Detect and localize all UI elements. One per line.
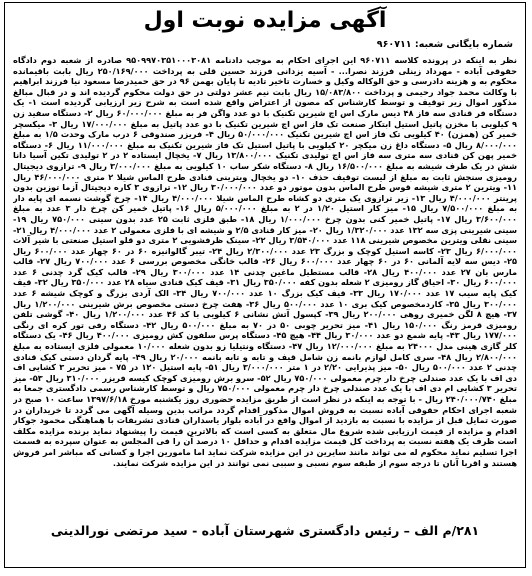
auction-notice <box>4 2 526 568</box>
signature-text: رئیس دادگستری شهرستان آباده - سید مرتضی نورالدینی <box>50 523 400 538</box>
notice-title: آگهی مزایده نوبت اول <box>143 8 387 33</box>
notice-body: نظر به اینکه در پرونده کلاسه ۹۶۰۷۱۱ این اجرای احکام به موجب دادنامه ۹۵۰۹۹۷۰۳۵۱۰۰۰۳۰۸۱ صادره از شعبه دوم دادگاه حقوقی آباده - مهرداد زینلی فرزند نصرا... - آسیه یزدانی فرزند حسین قلی به پرداخت ۲۵۰/۱۶۹/۰۰۰ ریال بابت باقیمانده محکوم به و هزینه دادرسی و حق الوکاله وکیل و خسارت تاخیر تادیه تا پایان بهمن ۹۶ در حق حمیدرضا مسعود نیا فرزند ابراهیم با وکالت محمد جواد رحیمی و پرداخت ۱۵/۰۸۳/۸۰۰ ریال بابت نیم عشر دولتی در حق دولت محکوم گردیده اند و در قبال مبالغ مذکور اموال زیر توقیف و توسط کارشناس که مصون از اعتراض واقع شده است به شرح زیر ارزیابی گردیده است ۱- یک دستگاه فر قنادی سه فاز ۴۸ دیس مارک اس اچ شیرین تکنیک با دو عدد واگن فر به مبلغ ۶۰/۰۰۰/۰۰۰ ریال ۲- دستگاه سفید زن ۹ کیلویی با مخزن پاتیل استیل ابتکار صنعت تک فاز اس اچ شیرین تکنیک با دو عدد پاتیل به مبلغ ۱۷/۰۰۰/۰۰۰ ریال ۳- میکسچر خمیر کن (همزن) ۴۰ کیلویی تک فاز اس اچ شیرین تکنیک ۵۰/۰۰۰/۰۰۰ ریال ۴- فریزر صندوقی ۶ درب مارک وحدت ۱/۵ به مبلغ ۸/۰۰۰/۰۰۰ ریال ۵- دستگاه داغ زن میکچر ۲۰ کیلویی با پاتیل استیل تک فاز شیرین تکنیک به مبلغ ۱۱/۰۰۰/۰۰۰ ریال ۶- دستگاه خمیر پهن کن قنادی سه متری سه فاز اس اچ تولیدی تکنیک ۱۳/۸۰۰/۰۰۰ ریال ۷- یخچال ایستاده ۲ در ۲ تولیدی تکین آسیا دانا شش در یک طرف شیشه به مبلغ ۱۶/۵۰۰/۰۰۰ ریال ۸- دستگاه شکر ساب ۱۰ کیلویی به مبلغ ۳/۰۰۰/۰۰۰ ریال ۹- ترازوی دیجیتال رومیزی سنجش ثابت به مبلغ از لیست توقیف حذف ۱۰- دو یخچال ویترینی قنادی طرح الماس شیلا ۲ متری ۴۶/۰۰۰/۰۰۰ ریال ۱۱- ویترین ۲ متری شیشه قوس طرح الماس بدون موتور دو عدد ۳۰/۰۰۰/۰۰۰ ریال ۱۲- ترازوی ۳ کاره دیجیتال آزما توزین بدون پرینتر ۴/۰۰۰/۰۰۰ ریال ۱۳- زیر ترازوی یک متری دو کشاه طرح الماس شیلا ۴/۰۰۰/۰۰۰ ریال ۱۴- چرخ گوشت نسمه ای پایه دار به مبلغ ۷/۵۰۰/۰۰۰ ریال ۱۵- میز کار استیل ۱/۲۰ در ۲ به مبلغ ۵/۰۰۰/۰۰۰ ریال ۱۶- پاتیل خمیر کن چرخ دار ۳ عدد به مبلغ ۳/۶۰۰/۰۰۰ ریال ۱۷- پاتیل خمیر کنی بدون چرخ ۱/۰۰۰/۰۰۰ ریال ۱۸- طبق فلزی ثابت ۲۵ عدد بدون سینی ۷۵۰/۰۰۰ ریال ۱۹- سینی شیرینی پزی سه ۱۳۲ عدد ۱/۳۲۰/۰۰۰ ریال ۲۰- میز کار قنادی ۲/۵ و شیشه ای با فلزی معمولی ۲ عدد ۴/۰۰۰/۰۰۰ ریال ۲۱- سینی نقلی ویترین مخصوص شیرینی ۱۱۸ عدد ۳/۵۴۰/۰۰۰ ریال ۲۲- سینک ظرفشویی ۲ متری دو قلو استیل صنعتی با شیر آلات ۶/۰۰۰/۰۰۰ ریال ۲۳- کاسه استیل کوچک و بزرگ ۲۳ عدد ۲/۳۰۰/۰۰۰ ریال ۲۴- تیبر گالوانیزه ۶۰ در ۶۰ چهار عدد ۶۰۰/۰۰۰ ریال ۲۵- دیس سه لایه آلمانی ۶۰ در ۶۰ چهار عدد ۶۰۰/۰۰۰ ریال ۲۶- قالب خانگی مخصوص بررسی ۶ عدد ۷۰۰/۰۰۰ ریال ۲۷- قالب مارس بان ۲۷ عدد ۴۰۰/۰۰۰ ریال ۲۸- قالب مستطیل ماغین چدنی ۱۴ عدد ۳۰۰/۰۰۰ ریال ۲۹- قالب کیک گرد چدنی ۶ عدد ۶۰۰/۰۰۰ ریال ۳۰- احیاق گاز رومیزی ۲ شعله بدون کفه ۳۵۰/۰۰۰ ریال ۳۱- قیف کیک قنادی سیاه ۲۸ عدد ۳۵۰/۰۰۰ ریال ۳۲- قیف کیک پایه سیب ۱۷ عدد ۱۷۰/۰۰۰ ریال ۳۳- قیف کیک بزرگ ۱۰ عدد ۷۰۰/۰۰۰ ریال ۳۴- الک آردی بزرگ و کوچک شیشه ۶ عدد ۳۰۰/۰۰۰ ریال ۳۵- کاردمخصوص کیک بری ۱۰ عدد ۵۰۰/۰۰۰ ریال ۳۶- هفت چرخ دستی مخصوص برش شیرینی ۱/۲۰۰/۰۰۰ ریال ۳۷- هیچ ۸ لگن خمیری روهی ۲۰۰/۰۰۰ ریال ۳۹- کپسول آتش نشانی ۶ کیلویی با کد ۴۶ عدد ۱/۲۰۰/۰۰۰ ریال ۴۰- گوشی تلفن رومیزی قرمز رنگ ۱۵۰/۰۰۰ ریال ۴۱- میز تحریر چوبی ۵۰ در ۷۰ به مبلغ ۵۰۰/۰۰۰ ریال ۴۲- دستگاه رفی تور کره ای رنگی ۱۷۷/۰۰۰ ریال ۴۳- پایه شمع دو عدد ۳۰/۰۰۰ ریال ۴۴- هیچ ۴۵- دستگاه پرس سلفون کش رومیزی ۴۰۰/۰۰۰ ریال ۴۶- یک دستگاه کلر گازی هینی مدل ۲۴۰۰۰ به مبلغ ۱۲/۰۰۰/۰۰۰ ریال ۴۷- دستگاه ونتیلیا زو بدون شعله ۱۰/۰۰۰ معمولی فلزی ایستاده به مبلغ ۲/۸۰۰/۰۰۰ ریال ۴۸- سری کامل لوازم بانمه زن شامل قیف و تابه و تابه بانمه ۲۰/۰۰۰ ریال ۴۹- پایه گردان دستی کیک قنادی چدنی ۲ عدد ۵۰۰/۰۰۰ ریال ۵۰- میز پذیرایی ۲/۲۰ در ۱ متر ۳/۰۰۰/۰۰۰ ریال ۵۱- پایه استیل ۱۲۰ در ۷۵ - میز تحریر ۳ کشایی اف دی اف با یک عدد صندلی چرخ دار چرم معمولی ۷۵۰/۰۰۰ ریال ۵۲- سرو برش رومیزی کوچک کیسه فریزر ۳۱۰/۰۰۰ ریال ۵۳- میز تحریر ۳ کشایی ام دی اف با یک عدد صندلی چرخ دار چرم معمولی ۷۵۰/۰۰۰ ریال و توسط کارشناس رسمی دادگستری جمعا به مبلغ ۲۴۰/۰۰۰/۷۴۰ ریال - با توجه به اینکه در نظر است از طریق مزایده حضوری روز یکشنبه مورخ ۱۳۹۷/۶/۱۸ ساعت ۱۰ صبح در شعبه اجرای احکام حقوقی آباده نسبت به فروش اموال مذکور اقدام گردد مراتب بدین وسیله آگهی می گردد تا خریداران در صورت تمایل قبل از مزایده با نسبت به بازدید از اموال واقع در آباده بلوار یاسداران قنادی تشریفات با هماهنگی محمود جوکار اقدام و مزایده از قیمت ارزیابی شده شروع مال متعلق به کسی است که بالاترین قیمت را پیشنهاد نماید برنده مزایده مکلف است ظرف یک هفته نسبت به پرداخت کل قیمت مزایده اقدام و حداقل ۱۰ درصد آن را فی المجلس به عنوان سپرده به قسمت اجرا تسلیم نماید محکوم له می تواند مانند سایرین در این مزایده شرکت نماید اما مامورین اجرا و کسانی که مباشر امر فروش هستند و اقربا آنان تا درجه سوم از طبقه سوم نسبی و سببی نمی توانند در این مزایده شرکت نمایند. <box>13 55 517 468</box>
signature-separator: – <box>399 523 410 538</box>
file-number: شماره بایگانی شعبه: ۹۶۰۷۱۱ <box>376 39 513 50</box>
title-bar <box>5 3 525 39</box>
signature-code: ۲۸۱/م الف <box>414 523 480 538</box>
signature-line <box>15 523 515 538</box>
